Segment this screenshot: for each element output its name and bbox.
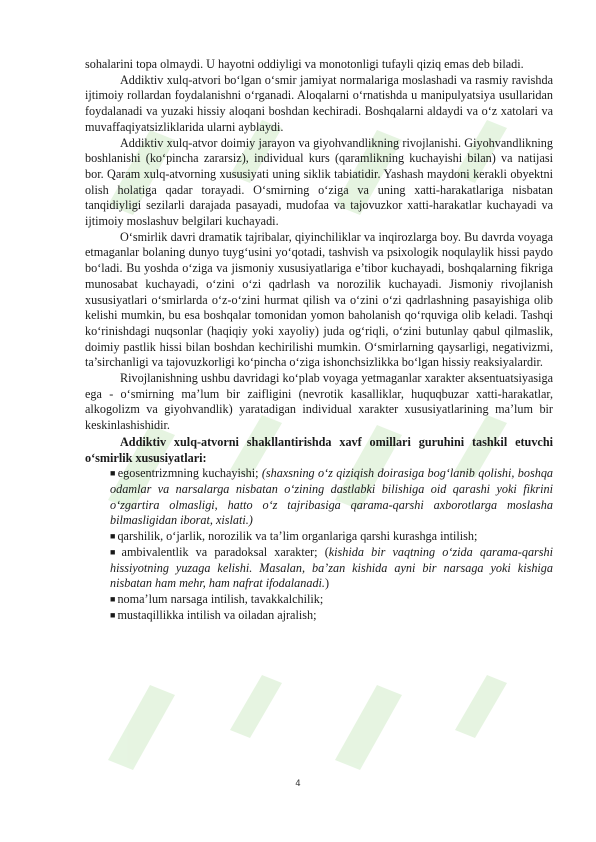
page-number: 4: [295, 779, 301, 789]
bullet-item: [85, 529, 553, 545]
bullet-text: noma’lum narsaga intilish, tavakkalchilik;: [117, 591, 324, 606]
document-body: [85, 57, 553, 623]
bullet-square-icon: ■: [110, 531, 116, 542]
bullet-text: mustaqillikka intilish va oiladan ajralish;: [117, 607, 317, 622]
paragraph: Addiktiv xulq-atvori bo‘lgan o‘smir jamiyat normalariga moslashadi va rasmiy ravishda ijtimoiy rollardan foydalanishni o‘rganadi. Aloqalarni o‘rnatishda u manipulyatsiya usullaridan foydalanadi va yuzaki hissiy aloqani boshdan kechiradi. Boshqalarni aldaydi va o‘z xatolari va muvaffaqiyatsizliklarida ularni ayblaydi.: [85, 72, 553, 134]
bullet-square-icon: ■: [110, 593, 116, 604]
bullet-item: [85, 466, 553, 529]
bullet-square-icon: ■: [110, 546, 120, 557]
bullet-tail: ): [324, 576, 330, 591]
bullet-text: ambivalentlik va paradoksal xarakter; (: [121, 544, 329, 559]
bullet-item: [85, 545, 553, 592]
bullet-italic-text: (shaxsning o‘z qiziqish doirasiga bog‘lanib qolishi, boshqa odamlar va narsalarga nisbatan o‘zining dastlabki bilishiga oid qarashi yoki fikrini o‘zgartira olmasligi, hatto o‘z tajribasiga qarama-qarshi axborotlarga moslasha bilmasligidan iborat, xislati.): [110, 466, 554, 528]
bullet-text: egosentrizmning kuchayishi;: [117, 466, 262, 481]
bullet-italic-text: kishida bir vaqtning o‘zida qarama-qarshi hissiyotning yuzaga kelishi. Masalan, ba’zan kishida ayni bir narsaga yoki kishiga nisbatan ham mehr, ham nafrat ifodalanadi.: [110, 544, 553, 591]
bullet-item: [85, 608, 553, 624]
paragraph: Addiktiv xulq-atvor doimiy jarayon va giyohvandlikning rivojlanishi. Giyohvandlikning boshlanishi (ko‘pincha zararsiz), individual kurs (qaramlikning kuchayishi bilan) va natijasi bor. Qaram xulq-atvorning xususiyati uning siklik tabiatidir. Yashash maydoni kerakli obyektni olish holatiga qadar torayadi. O‘smirning o‘ziga va uning xatti-harakatlariga nisbatan tanqidiyligi sezilarli darajada pasayadi, mudofaa va tajovuzkor xatti-harakatlar kuchayadi va ijtimoiy moslashuv belgilari kuchayadi.: [85, 135, 553, 229]
bullet-square-icon: ■: [110, 609, 116, 620]
bullet-square-icon: ■: [110, 468, 116, 479]
paragraph: Rivojlanishning ushbu davridagi ko‘plab voyaga yetmaganlar xarakter aksentuatsiyasiga ega - o‘smirning ma’lum bir zaifligini (nevrotik kasalliklar, huquqbuzar xatti-harakatlar, alkogolizm va giyohvandlik) yaratadigan individual xarakter xususiyatlarining ma’lum bir keskinlashishidir.: [85, 371, 553, 433]
paragraph: O‘smirlik davri dramatik tajribalar, qiyinchiliklar va inqirozlarga boy. Bu davrda voyaga etmaganlar bolaning dunyo tuyg‘usini yo‘qotadi, tashvish va psixologik noqulaylik hissi paydo bo‘ladi. Bu yoshda o‘ziga va jismoniy xususiyatlariga e’tibor kuchayadi, boshqalarning fikriga munosabat kuchayadi, o‘zini o‘zi qadrlash va norozilik kuchayadi. Jismoniy rivojlanish xususiyatlari o‘smirlarda o‘z-o‘zini hurmat qilish va o‘zini o‘zi qadrlashning pasayishiga olib kelishi mumkin, bu esa boshqalar tomonidan yomon baholanish qo‘rquviga olib keladi. Tashqi ko‘rinishdagi nuqsonlar (haqiqiy yoki xayoliy) juda og‘riqli, o‘zini butunlay qabul qilmaslik, doimiy pastlik hissi bilan boshdan kechirilishi mumkin. O‘smirlarning qaysarligi, negativizmi, ta’sirchanligi va tajovuzkorligi ko‘pincha o‘ziga ishonchsizlikka bo‘lgan hissiy reaksiyalardir.: [85, 229, 553, 370]
section-heading: Addiktiv xulq-atvorni shakllantirishda xavf omillari guruhini tashkil etuvchi o‘smirlik xususiyatlari:: [85, 434, 553, 465]
bullet-text: qarshilik, o‘jarlik, norozilik va ta’lim organlariga qarshi kurashga intilish;: [117, 529, 478, 544]
bullet-item: [85, 592, 553, 608]
paragraph-continuation: sohalarini topa olmaydi. U hayotni oddiyligi va monotonligi tufayli qiziq emas deb biladi.: [85, 57, 524, 71]
